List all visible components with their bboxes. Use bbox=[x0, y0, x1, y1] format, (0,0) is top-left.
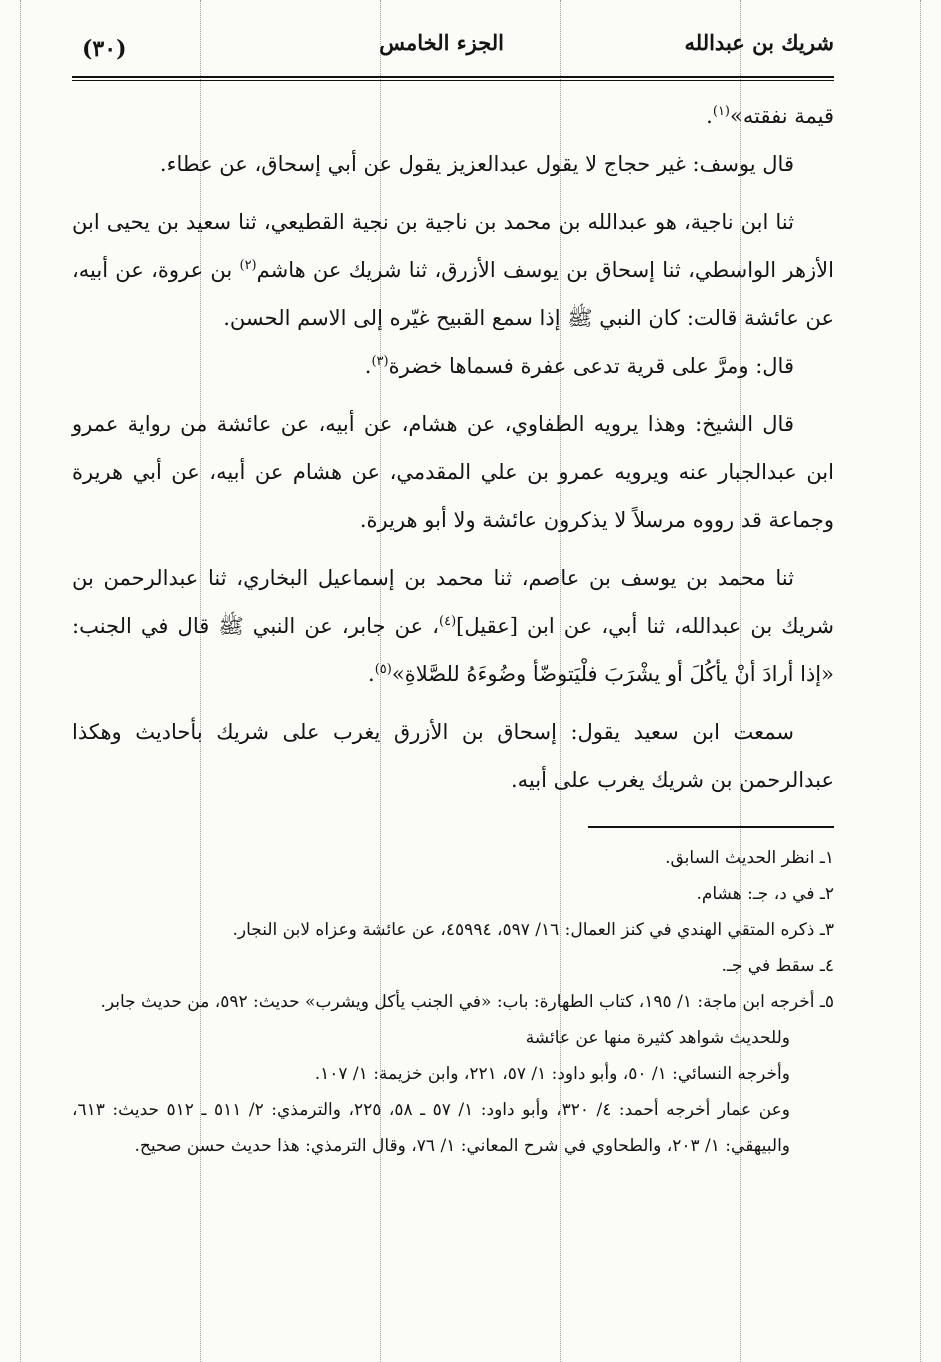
paragraph-5: قال الشيخ: وهذا يرويه الطفاوي، عن هشام، عن أبيه، عن عائشة من رواية عمرو ابن عبدالجبار عنه ويرويه عمرو بن علي المقدمي، عن هشام عن أبيه، عن أبي هريرة وجماعة قد رووه مرسلاً لا يذكرون عائشة ولا أبو هريرة. bbox=[72, 412, 834, 532]
paragraph-2: قال يوسف: غير حجاج لا يقول عبدالعزيز يقول عن أبي إسحاق، عن عطاء. bbox=[159, 152, 794, 176]
footnote-5-continuation: وللحديث شواهد كثيرة منها عن عائشة bbox=[525, 1028, 790, 1048]
running-head-part: الجزء الخامس bbox=[379, 30, 504, 55]
footnotes bbox=[72, 840, 834, 1164]
paragraph-6: ثنا محمد بن يوسف بن عاصم، ثنا محمد بن إسماعيل البخاري، ثنا عبدالرحمن بن شريك بن عبدالله، ثنا أبي، عن ابن [عقيل]$^{(٤)}$، عن جابر، عن النبي ﷺ قال في الجنب: «إذا أرادَ أنْ يأكُلَ أو يشْرَبَ فلْيَتوضّأ وضُوءَهُ للصَّلاةِ»$^{(٥)}$. bbox=[72, 566, 834, 686]
footnote-ref-1: (١) bbox=[712, 104, 730, 119]
page-header bbox=[72, 24, 834, 70]
footnote-5-continuation: وأخرجه النسائي: ١/ ٥٠، وأبو داود: ١/ ٥٧، ٢٢١، وابن خزيمة: ١/ ١٠٧. bbox=[314, 1064, 790, 1084]
main-text bbox=[72, 92, 834, 804]
paragraph-4: قال: ومرَّ على قرية تدعى عفرة فسماها خضرة$^{(٣)}$. bbox=[364, 354, 794, 378]
paragraph-3: ثنا ابن ناجية، هو عبدالله بن محمد بن ناجية بن نجية القطيعي، ثنا سعيد بن يحيى ابن الأزهر الواسطي، ثنا إسحاق بن يوسف الأزرق، ثنا شريك عن هاشم$^{(٢)}$ بن عروة، عن أبيه، عن عائشة قالت: كان النبي ﷺ إذا سمع القبيح غيّره إلى الاسم الحسن. bbox=[72, 210, 834, 330]
page-number: (٣٠) bbox=[82, 36, 127, 62]
header-rule-thin bbox=[72, 80, 834, 81]
footnote-5-continuation: وعن عمار أخرجه أحمد: ٤/ ٣٢٠، وأبو داود: ١/ ٥٧ ـ ٥٨، ٢٢٥، والترمذي: ٢/ ٥١١ ـ ٥١٢ حديث: ٦١٣، والبيهقي: ١/ ٢٠٣، والطحاوي في شرح المعاني: ١/ ٧٦، وقال الترمذي: هذا حديث حسن صحيح. bbox=[72, 1100, 791, 1156]
footnote-ref-5: (٥) bbox=[374, 662, 392, 677]
footnote-ref-3: (٣) bbox=[371, 354, 389, 369]
paragraph-1: قيمة نفقته»$^{(١)}$. bbox=[706, 104, 834, 128]
footnote-ref-4: (٤) bbox=[439, 614, 457, 629]
dotted-guide-line bbox=[920, 0, 921, 1362]
footnote-3: ٣ـ ذكره المتقي الهندي في كنز العمال: ١٦/ ٥٩٧، ٤٥٩٩٤، عن عائشة وعزاه لابن النجار. bbox=[232, 920, 834, 940]
dotted-guide-line bbox=[20, 0, 21, 1362]
footnote-1: ١ـ انظر الحديث السابق. bbox=[665, 848, 834, 868]
footnote-2: ٢ـ في د، جـ: هشام. bbox=[696, 884, 834, 904]
header-rule bbox=[72, 76, 834, 78]
footnote-5: ٥ـ أخرجه ابن ماجة: ١/ ١٩٥، كتاب الطهارة: باب: «في الجنب يأكل ويشرب» حديث: ٥٩٢، من حديث جابر. bbox=[100, 992, 834, 1012]
running-head-title: شريك بن عبدالله bbox=[684, 30, 834, 55]
footnote-ref-2: (٢) bbox=[239, 258, 257, 273]
footnote-4: ٤ـ سقط في جـ. bbox=[721, 956, 834, 976]
footnote-separator bbox=[588, 826, 834, 828]
paragraph-7: سمعت ابن سعيد يقول: إسحاق بن الأزرق يغرب على شريك بأحاديث وهكذا عبدالرحمن بن شريك يغرب على أبيه. bbox=[72, 720, 834, 792]
